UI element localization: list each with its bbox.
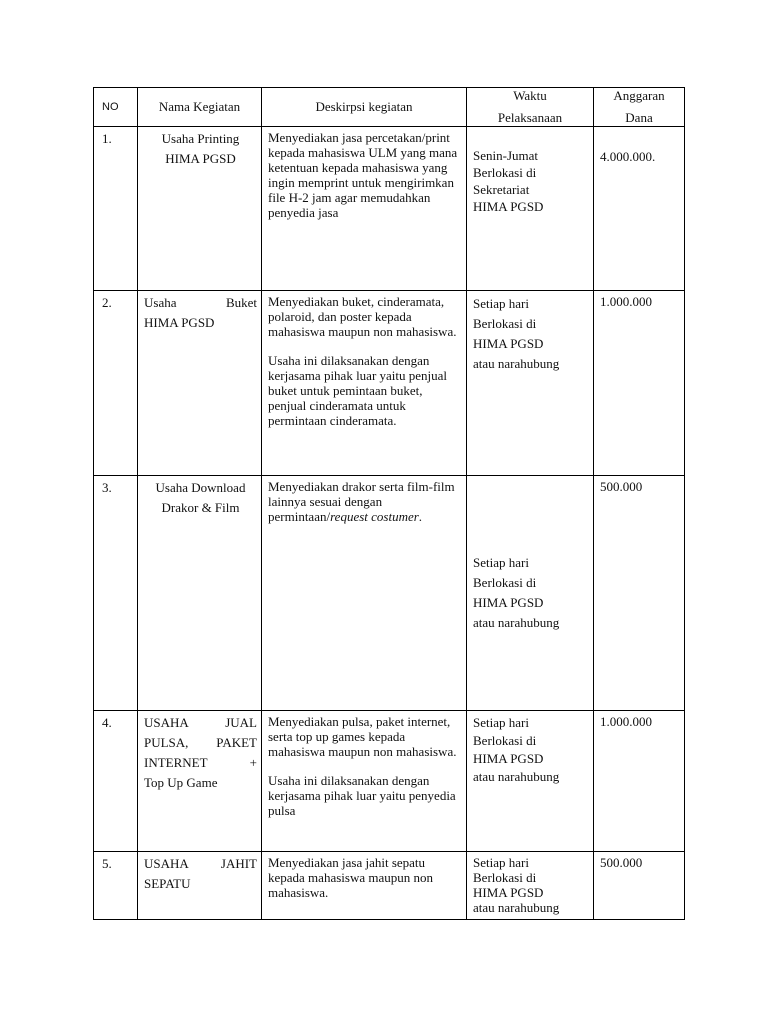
row1-waktu: [466, 126, 594, 291]
header-waktu-line2: Pelaksanaan: [497, 110, 563, 125]
row4-deskripsi: [261, 710, 467, 852]
row1-waktu-line2: Berlokasi di: [473, 165, 537, 180]
row4-nama: [137, 710, 262, 852]
row5-waktu-line1: Setiap hari: [473, 855, 529, 870]
row2-no-text: 2.: [102, 295, 112, 310]
header-deskripsi: [261, 87, 467, 127]
row2-anggaran-text: 1.000.000: [600, 294, 652, 309]
row1-deskripsi: [261, 126, 467, 291]
row1-anggaran-text: 4.000.000.: [600, 149, 656, 164]
header-deskripsi-text: Deskirpsi kegiatan: [315, 99, 413, 114]
row4-nama-line2: PULSA, PAKET: [144, 735, 257, 750]
header-anggaran-line2: Dana: [625, 110, 653, 125]
row2-no: [93, 290, 138, 476]
row3-waktu: [466, 475, 594, 711]
row4-no: [93, 710, 138, 852]
row4-deskripsi-text1: Menyediakan pulsa, paket internet, serta top up games kepada mahasiswa maupun non mahasiswa.: [268, 714, 457, 759]
row4-no-text: 4.: [102, 715, 112, 730]
row5-deskripsi-text: Menyediakan jasa jahit sepatu kepada mahasiswa maupun non mahasiswa.: [268, 855, 433, 900]
row3-waktu-line2: Berlokasi di: [473, 575, 537, 590]
row4-nama-line3: INTERNET +: [144, 755, 257, 770]
row3-nama-line1: Usaha Download: [155, 480, 246, 495]
row4-anggaran: [593, 710, 685, 852]
row3-no: [93, 475, 138, 711]
row3-deskripsi-tail: .: [418, 509, 423, 524]
row3-deskripsi-text: [268, 479, 462, 524]
row5-deskripsi: [261, 851, 467, 920]
header-nama-kegiatan: [137, 87, 262, 127]
row3-waktu-line3: HIMA PGSD: [473, 595, 544, 610]
header-anggaran: [593, 87, 685, 127]
row1-anggaran: [593, 126, 685, 291]
row4-waktu-line1: Setiap hari: [473, 715, 529, 730]
row4-deskripsi-text2: Usaha ini dilaksanakan dengan kerjasama pihak luar yaitu penyedia pulsa: [268, 773, 456, 818]
row1-waktu-line3: Sekretariat: [473, 182, 530, 197]
header-anggaran-line1: Anggaran: [613, 88, 665, 103]
header-no: [93, 87, 138, 127]
row3-waktu-line4: atau narahubung: [473, 615, 560, 630]
row5-waktu-line3: HIMA PGSD: [473, 885, 544, 900]
row3-nama-line2: Drakor & Film: [161, 500, 240, 515]
row4-waktu: [466, 710, 594, 852]
row5-nama-line1: USAHA JAHIT: [144, 856, 257, 871]
row5-waktu-line4: atau narahubung: [473, 900, 560, 915]
row2-deskripsi-text1: Menyediakan buket, cinderamata, polaroid, dan poster kepada mahasiswa maupun non mahasiswa.: [268, 294, 457, 339]
row5-waktu: [466, 851, 594, 920]
row3-waktu-line1: Setiap hari: [473, 555, 529, 570]
row2-waktu-line1: Setiap hari: [473, 296, 529, 311]
row3-deskripsi-main: Menyediakan drakor serta film-film lainnya sesuai dengan permintaan/: [268, 479, 455, 524]
row1-no: [93, 126, 138, 291]
row4-anggaran-text: 1.000.000: [600, 714, 652, 729]
row5-nama: [137, 851, 262, 920]
row1-nama-line1: Usaha Printing: [161, 131, 240, 146]
row5-nama-line2: SEPATU: [144, 876, 191, 891]
row5-anggaran: [593, 851, 685, 920]
row1-nama-line2: HIMA PGSD: [165, 151, 236, 166]
row1-no-text: 1.: [102, 131, 112, 146]
row1-nama: [137, 126, 262, 291]
row2-nama-line1: Usaha Buket: [144, 295, 257, 310]
row5-waktu-line2: Berlokasi di: [473, 870, 537, 885]
row3-anggaran: [593, 475, 685, 711]
header-nama-text: Nama Kegiatan: [158, 99, 241, 114]
row3-no-text: 3.: [102, 480, 112, 495]
row4-waktu-line4: atau narahubung: [473, 769, 560, 784]
row2-waktu-line4: atau narahubung: [473, 356, 560, 371]
row2-deskripsi-text2: Usaha ini dilaksanakan dengan kerjasama pihak luar yaitu penjual buket untuk pemintaan buket, penjual cinderamata untuk permintaan cinderamata.: [268, 353, 448, 428]
row3-deskripsi-italic: request costumer: [330, 509, 419, 524]
row1-waktu-line1: Senin-Jumat: [473, 148, 538, 163]
row2-deskripsi: [261, 290, 467, 476]
header-waktu-line1: Waktu: [513, 88, 547, 103]
row5-no-text: 5.: [102, 856, 112, 871]
row2-anggaran: [593, 290, 685, 476]
row3-nama: [137, 475, 262, 711]
row3-anggaran-text: 500.000: [600, 479, 643, 494]
row2-nama-line2: HIMA PGSD: [144, 315, 215, 330]
header-waktu: [466, 87, 594, 127]
row2-waktu-line2: Berlokasi di: [473, 316, 537, 331]
row2-nama: [137, 290, 262, 476]
row5-no: [93, 851, 138, 920]
row2-waktu-line3: HIMA PGSD: [473, 336, 544, 351]
row4-waktu-line3: HIMA PGSD: [473, 751, 544, 766]
row5-anggaran-text: 500.000: [600, 855, 643, 870]
row4-waktu-line2: Berlokasi di: [473, 733, 537, 748]
header-no-text: NO: [102, 101, 119, 113]
row1-waktu-line4: HIMA PGSD: [473, 199, 544, 214]
row4-nama-line4: Top Up Game: [144, 775, 218, 790]
row1-deskripsi-text: Menyediakan jasa percetakan/print kepada mahasiswa ULM yang mana ketentuan kepada mahasiswa yang ingin memprint untuk mengirimkan file H-2 jam agar memudahkan penyedia jasa: [268, 130, 458, 220]
row4-nama-line1: USAHA JUAL: [144, 715, 257, 730]
row3-deskripsi: [261, 475, 467, 711]
row2-waktu: [466, 290, 594, 476]
